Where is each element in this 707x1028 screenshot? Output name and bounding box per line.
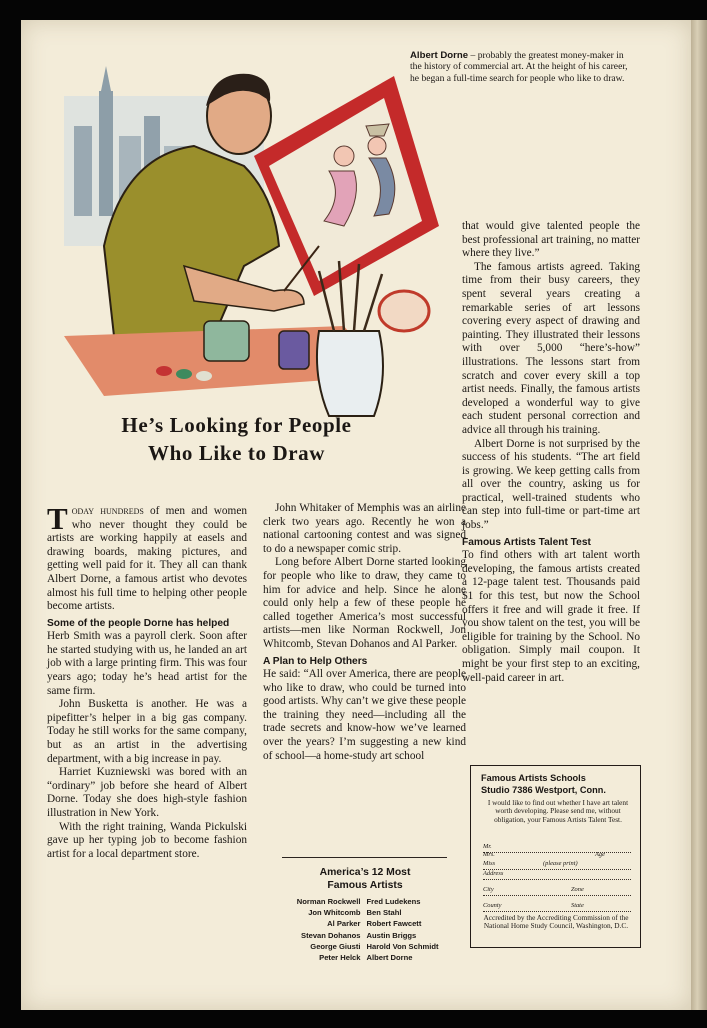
caption-name: Albert Dorne <box>410 50 469 61</box>
paragraph: Albert Dorne is not surprised by the success of his students. “The art field is growing. We keep getting calls from all over the country, asking us for practical, well-trained students who can step into full-time or part-time art jobs.” <box>462 437 640 532</box>
article-column-1 <box>47 501 247 861</box>
paragraph: To find others with art talent worth developing, the famous artists created a 12-page talent test. Thousands paid $1 for this test, but now the School offers it free and will grade it free. If you show talent on the test, you will be eligible for training by the School. No obligation. Simply mail coupon. It might be your first step to an exciting, well-paid career in art. <box>462 549 640 684</box>
artist-name: Robert Fawcett <box>366 919 422 929</box>
artist-name: Austin Briggs <box>366 930 417 940</box>
field-label: State <box>571 901 584 909</box>
field-label: County <box>483 901 502 909</box>
artist-name: Ben Stahl <box>366 908 402 918</box>
caption-text: – probably the greatest money-maker in the history of commercial art. At the height of his career, he began a full-time search for people who like to draw. <box>410 50 628 84</box>
illustration-caption <box>410 50 630 84</box>
page-edge <box>691 20 707 1010</box>
paragraph: Long before Albert Dorne started looking for people who like to draw, they came to him for advice and help. Since he alone could only help a few of these people he called together America’s most successful artists—men like Norman Rockwell, Jon Whitcomb, Stevan Dohanos and Al Parker. <box>263 556 466 650</box>
paragraph: John Whitaker of Memphis was an airline clerk two years ago. Recently he won a national cartooning contest and was signed to do a newspaper comic strip. <box>263 502 466 555</box>
field-label: Zone <box>571 885 584 893</box>
artists-box-title <box>270 866 460 892</box>
mail-coupon[interactable] <box>470 765 641 948</box>
headline-line-1: He’s Looking for People <box>121 413 352 437</box>
coupon-school: Famous Artists Schools <box>481 773 586 783</box>
artist-name: George Giusti <box>310 941 361 951</box>
field-city-zone[interactable] <box>483 885 631 896</box>
field-label: Age <box>595 850 605 858</box>
paragraph: of men and women who never thought they could be artists are working happily at easels and drawing boards, making pictures, and getting well paid for it. They all can thank Albert Dorne, a famous artist who devotes almost his full time to helping other people become artists. <box>47 505 247 613</box>
headline <box>60 411 413 467</box>
field-label: (please print) <box>543 859 578 867</box>
artist-name: Stevan Dohanos <box>301 930 361 940</box>
subheading: Some of the people Dorne has helped <box>47 617 230 629</box>
coupon-address: Studio 7386 Westport, Conn. <box>481 784 606 795</box>
artist-name: Al Parker <box>327 919 361 929</box>
drop-cap: T <box>47 501 68 536</box>
article-column-2 <box>263 502 466 763</box>
paragraph: Herb Smith was a payroll clerk. Soon after he started studying with us, he landed an art job with a large printing firm. This was four years ago; today he’s head artist for the same firm. <box>47 630 247 697</box>
field-label: City <box>483 885 494 893</box>
field-label: Address <box>483 869 504 877</box>
artist-name: Norman Rockwell <box>296 897 361 906</box>
paragraph: The famous artists agreed. Taking time from their busy careers, they spent several years creating a remarkable series of art lessons covering every aspect of drawing and painting. They illustrated their lessons with over 5,000 “here’s-how” illustrations. The lessons start from scratch and cover every skill a top artist needs. Finally, the famous artists developed a wonderful way to give each student personal correction and advice all through his training. <box>462 260 640 436</box>
artist-name: Jon Whitcomb <box>308 908 361 918</box>
accreditation-text: Accredited by the Accrediting Commission of the National Home Study Council, Washington, D.C. <box>483 913 629 931</box>
lead-smallcaps: oday hundreds <box>71 505 144 517</box>
field-label: Miss <box>483 859 496 867</box>
subheading: A Plan to Help Others <box>263 655 368 667</box>
artists-title-line-1: America’s 12 Most <box>319 867 411 878</box>
headline-line-2: Who Like to Draw <box>147 441 325 465</box>
field-label: Mr. <box>483 842 492 850</box>
paragraph: He said: “All over America, there are people who like to draw, who could be turned into good artists. Why can’t we give these people the training they need—including all the trade secrets and know-how we’ve learned over the years? I’m suggesting a new kind of school—a home-study art school <box>263 668 466 762</box>
artist-name: Harold Von Schmidt <box>366 941 439 951</box>
coupon-header <box>481 773 636 796</box>
divider <box>282 857 447 858</box>
subheading: Famous Artists Talent Test <box>462 536 591 548</box>
paragraph: John Busketta is another. He was a pipefitter’s helper in a big gas company. Today he still works for the same company, but as an artist in the advertising department, with a big increase in pay. <box>47 698 247 765</box>
artists-title-line-2: Famous Artists <box>327 880 403 891</box>
artist-name: Peter Helck <box>319 953 361 963</box>
artist-name: Fred Ludekens <box>366 897 421 906</box>
paragraph: that would give talented people the best professional art training, no matter where they live.” <box>462 220 640 260</box>
artists-list <box>256 896 471 963</box>
coupon-request-text: I would like to find out whether I have art talent worth developing. Please send me, without obligation, your Famous Artists Talent Test. <box>487 798 629 824</box>
albert-dorne-illustration <box>44 36 449 426</box>
artist-name: Albert Dorne <box>366 953 413 963</box>
article-column-3 <box>462 220 640 685</box>
field-address[interactable] <box>483 869 631 880</box>
field-label: Mrs. <box>483 850 495 858</box>
field-county-state[interactable] <box>483 901 631 912</box>
paragraph: With the right training, Wanda Pickulski gave up her typing job to become fashion artist for a local department store. <box>47 820 247 860</box>
paragraph: Harriet Kuzniewski was bored with an “ordinary” job before she heard of Albert Dorne. Today she does high-style fashion illustration in New York. <box>47 766 247 819</box>
